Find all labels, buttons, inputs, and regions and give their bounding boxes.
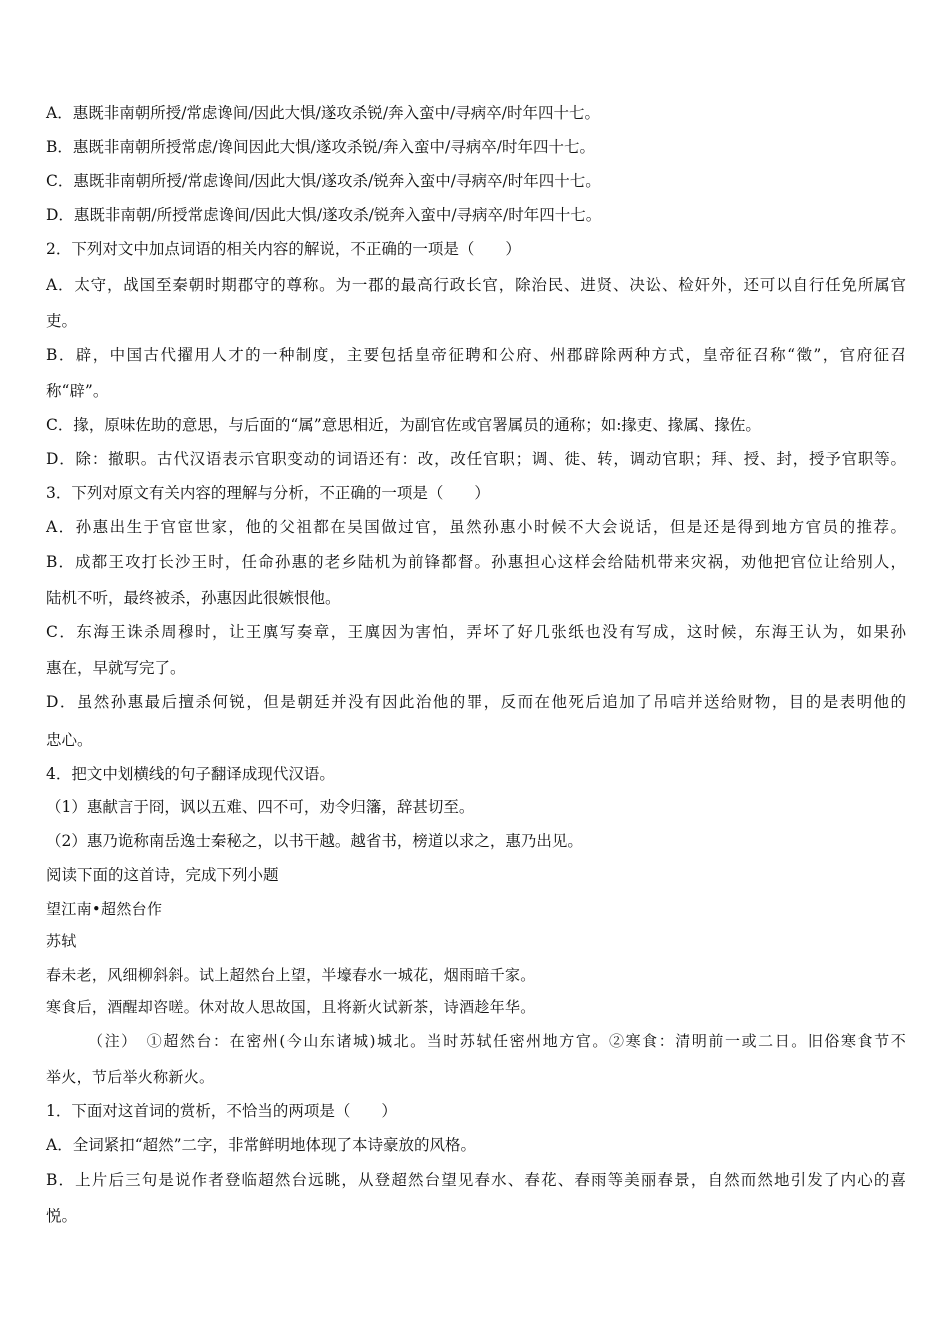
- q4-sentence-1: （1）惠献言于冏，讽以五难、四不可，劝令归籓，辞甚切至。: [46, 798, 475, 816]
- q2-option-b-cont: 称“辟”。: [46, 382, 109, 400]
- q2-option-a-cont: 吏。: [46, 312, 78, 330]
- q1-option-a: A．惠既非南朝所授/常虑谗间/因此大惧/遂攻杀锐/奔入蛮中/寻病卒/时年四十七。: [46, 104, 601, 122]
- poem-q1-option-a: A．全词紧扣“超然”二字，非常鲜明地体现了本诗豪放的风格。: [46, 1136, 477, 1154]
- q3-option-b-cont: 陆机不听，最终被杀，孙惠因此很嫉恨他。: [46, 589, 341, 607]
- poem-stanza-2: 寒食后，酒醒却咨嗟。休对故人思故国，且将新火试新茶，诗酒趁年华。: [46, 998, 536, 1016]
- q1-option-d: D．惠既非南朝/所授常虑谗间/因此大惧/遂攻杀/锐奔入蛮中/寻病卒/时年四十七。: [46, 206, 602, 224]
- q2-option-d: D．除：撤职。古代汉语表示官职变动的词语还有：改，改任官职；调、徙、转，调动官职；拜、授、封，授予官职等。: [46, 450, 906, 468]
- q3-option-d-cont: 忠心。: [46, 731, 93, 749]
- poem-author: 苏轼: [46, 932, 77, 950]
- question-3-stem: 3．下列对原文有关内容的理解与分析，不正确的一项是（ ）: [46, 484, 490, 502]
- poem-notes-cont: 举火，节后举火称新火。: [46, 1068, 215, 1086]
- q3-option-d: D．虽然孙惠最后擅杀何锐，但是朝廷并没有因此治他的罪，反而在他死后追加了吊唁并送给财物，目的是表明他的: [46, 693, 906, 711]
- poem-notes: （注） ①超然台：在密州(今山东诸城)城北。当时苏轼任密州地方官。②寒食：清明前一或二日。旧俗寒食节不: [88, 1032, 906, 1050]
- q3-option-a: A．孙惠出生于官宦世家，他的父祖都在吴国做过官，虽然孙惠小时候不大会说话，但是还是得到地方官员的推荐。: [46, 518, 906, 536]
- q2-option-c: C．掾，原味佐助的意思，与后面的“属”意思相近，为副官佐或官署属员的通称；如:掾吏、掾属、掾佐。: [46, 416, 761, 434]
- q1-option-b: B．惠既非南朝所授常虑/谗间因此大惧/遂攻杀锐/奔入蛮中/寻病卒/时年四十七。: [46, 138, 596, 156]
- q3-option-c-cont: 惠在，早就写完了。: [46, 659, 186, 677]
- q1-option-c: C．惠既非南朝所授/常虑谗间/因此大惧/遂攻杀/锐奔入蛮中/寻病卒/时年四十七。: [46, 172, 601, 190]
- poem-q1-option-b-cont: 悦。: [46, 1207, 78, 1225]
- poem-title: 望江南•超然台作: [46, 900, 163, 918]
- question-4-stem: 4．把文中划横线的句子翻译成现代汉语。: [46, 765, 335, 783]
- poem-stanza-1: 春未老，风细柳斜斜。试上超然台上望，半壕春水一城花，烟雨暗千家。: [46, 966, 536, 984]
- q3-option-c: C．东海王诛杀周穆时，让王廙写奏章，王廙因为害怕，弄坏了好几张纸也没有写成，这时候，东海王认为，如果孙: [46, 623, 906, 641]
- q2-option-a: A．太守，战国至秦朝时期郡守的尊称。为一郡的最高行政长官，除治民、进贤、决讼、检奸外，还可以自行任免所属官: [46, 276, 906, 294]
- question-2-stem: 2．下列对文中加点词语的相关内容的解说，不正确的一项是（ ）: [46, 240, 521, 258]
- poem-q1-option-b: B．上片后三句是说作者登临超然台远眺，从登超然台望见春水、春花、春雨等美丽春景，自然而然地引发了内心的喜: [46, 1171, 906, 1189]
- q4-sentence-2: （2）惠乃诡称南岳逸士秦秘之，以书干越。越省书，榜道以求之，惠乃出见。: [46, 832, 583, 850]
- q2-option-b: B．辟，中国古代擢用人才的一种制度，主要包括皇帝征聘和公府、州郡辟除两种方式，皇帝征召称“徵”，官府征召: [46, 346, 906, 364]
- q3-option-b: B．成都王攻打长沙王时，任命孙惠的老乡陆机为前锋都督。孙惠担心这样会给陆机带来灾祸，劝他把官位让给别人，: [46, 553, 906, 571]
- poem-section-instruction: 阅读下面的这首诗，完成下列小题: [46, 866, 279, 884]
- poem-question-1-stem: 1．下面对这首词的赏析，不恰当的两项是（ ）: [46, 1102, 397, 1120]
